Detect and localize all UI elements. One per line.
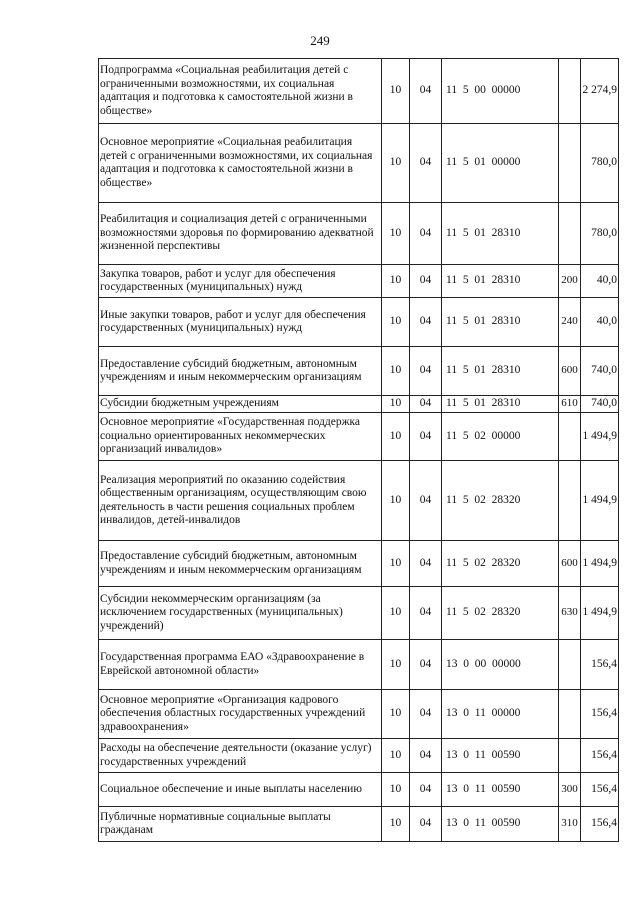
- row-expense-type: 600: [559, 347, 581, 396]
- row-amount: 156,4: [581, 690, 619, 739]
- row-subsection: 04: [410, 773, 442, 807]
- row-name: Предоставление субсидий бюджетным, автономным учреждениям и иным некоммерческим организациям: [99, 347, 382, 396]
- row-amount: 1 494,9: [581, 461, 619, 541]
- row-target-article: 11 5 02 28320: [442, 461, 559, 541]
- row-amount: 156,4: [581, 773, 619, 807]
- row-expense-type: 310: [559, 807, 581, 842]
- row-section: 10: [382, 347, 410, 396]
- row-expense-type: [559, 690, 581, 739]
- row-amount: 780,0: [581, 124, 619, 203]
- row-amount: 740,0: [581, 347, 619, 396]
- table-row: [99, 347, 619, 396]
- row-subsection: 04: [410, 124, 442, 203]
- row-subsection: 04: [410, 541, 442, 587]
- table-row: [99, 59, 619, 124]
- row-target-article: 11 5 00 00000: [442, 59, 559, 124]
- row-section: 10: [382, 690, 410, 739]
- row-section: 10: [382, 739, 410, 773]
- row-amount: 156,4: [581, 739, 619, 773]
- row-subsection: 04: [410, 298, 442, 347]
- row-target-article: 11 5 01 28310: [442, 347, 559, 396]
- row-expense-type: 240: [559, 298, 581, 347]
- row-amount: 1 494,9: [581, 587, 619, 640]
- row-target-article: 11 5 02 28320: [442, 587, 559, 640]
- row-expense-type: 300: [559, 773, 581, 807]
- row-name: Закупка товаров, работ и услуг для обеспечения государственных (муниципальных) нужд: [99, 265, 382, 298]
- row-name: Реализация мероприятий по оказанию содействия общественным организациям, осуществляющим свою деятельность в части решения социальных проблем инвалидов, детей-инвалидов: [99, 461, 382, 541]
- row-name: Основное мероприятие «Социальная реабилитация детей с ограниченными возможностями, их социальная адаптация и подготовка к самостоятельной жизни в обществе»: [99, 124, 382, 203]
- row-expense-type: [559, 124, 581, 203]
- row-section: 10: [382, 773, 410, 807]
- row-section: 10: [382, 59, 410, 124]
- row-subsection: 04: [410, 690, 442, 739]
- page-number: 249: [310, 33, 330, 48]
- row-expense-type: 600: [559, 541, 581, 587]
- row-name: Иные закупки товаров, работ и услуг для обеспечения государственных (муниципальных) нужд: [99, 298, 382, 347]
- table-row: [99, 690, 619, 739]
- row-expense-type: [559, 59, 581, 124]
- row-subsection: 04: [410, 413, 442, 461]
- row-target-article: 11 5 01 00000: [442, 124, 559, 203]
- row-section: 10: [382, 203, 410, 265]
- row-name: Основное мероприятие «Организация кадрового обеспечения областных государственных учреждений здравоохранения»: [99, 690, 382, 739]
- row-amount: 40,0: [581, 265, 619, 298]
- row-subsection: 04: [410, 807, 442, 842]
- row-name: Публичные нормативные социальные выплаты гражданам: [99, 807, 382, 842]
- table-row: [99, 461, 619, 541]
- row-section: 10: [382, 265, 410, 298]
- row-amount: 1 494,9: [581, 541, 619, 587]
- row-section: 10: [382, 396, 410, 413]
- row-expense-type: [559, 413, 581, 461]
- table-row: [99, 124, 619, 203]
- row-expense-type: [559, 640, 581, 690]
- row-target-article: 13 0 11 00590: [442, 807, 559, 842]
- table-row: [99, 587, 619, 640]
- row-amount: 156,4: [581, 807, 619, 842]
- table-row: [99, 739, 619, 773]
- row-target-article: 11 5 02 28320: [442, 541, 559, 587]
- row-subsection: 04: [410, 396, 442, 413]
- row-subsection: 04: [410, 59, 442, 124]
- table-row: [99, 413, 619, 461]
- row-subsection: 04: [410, 461, 442, 541]
- row-name: Субсидии бюджетным учреждениям: [99, 396, 382, 413]
- row-target-article: 11 5 01 28310: [442, 203, 559, 265]
- row-name: Субсидии некоммерческим организациям (за исключением государственных (муниципальных) учреждений): [99, 587, 382, 640]
- row-name: Расходы на обеспечение деятельности (оказание услуг) государственных учреждений: [99, 739, 382, 773]
- row-subsection: 04: [410, 640, 442, 690]
- row-section: 10: [382, 461, 410, 541]
- row-name: Реабилитация и социализация детей с ограниченными возможностями здоровья по формированию адекватной жизненной перспективы: [99, 203, 382, 265]
- row-expense-type: [559, 203, 581, 265]
- table-row: [99, 640, 619, 690]
- row-name: Социальное обеспечение и иные выплаты населению: [99, 773, 382, 807]
- row-target-article: 13 0 11 00590: [442, 773, 559, 807]
- row-amount: 40,0: [581, 298, 619, 347]
- row-section: 10: [382, 640, 410, 690]
- row-expense-type: 610: [559, 396, 581, 413]
- table-row: [99, 203, 619, 265]
- row-subsection: 04: [410, 739, 442, 773]
- row-name: Предоставление субсидий бюджетным, автономным учреждениям и иным некоммерческим организациям: [99, 541, 382, 587]
- row-amount: 2 274,9: [581, 59, 619, 124]
- table-row: [99, 265, 619, 298]
- row-subsection: 04: [410, 587, 442, 640]
- row-expense-type: [559, 461, 581, 541]
- budget-table: [98, 58, 619, 842]
- row-expense-type: [559, 739, 581, 773]
- row-name: Подпрограмма «Социальная реабилитация детей с ограниченными возможностями, их социальная адаптация и подготовка к самостоятельной жизни в обществе»: [99, 59, 382, 124]
- row-subsection: 04: [410, 265, 442, 298]
- row-expense-type: 630: [559, 587, 581, 640]
- table-row: [99, 807, 619, 842]
- row-section: 10: [382, 541, 410, 587]
- row-section: 10: [382, 587, 410, 640]
- row-target-article: 11 5 02 00000: [442, 413, 559, 461]
- row-subsection: 04: [410, 347, 442, 396]
- table-row: [99, 396, 619, 413]
- row-amount: 740,0: [581, 396, 619, 413]
- row-target-article: 11 5 01 28310: [442, 265, 559, 298]
- row-target-article: 13 0 11 00000: [442, 690, 559, 739]
- row-name: Государственная программа ЕАО «Здравоохранение в Еврейской автономной области»: [99, 640, 382, 690]
- row-target-article: 11 5 01 28310: [442, 298, 559, 347]
- table-row: [99, 298, 619, 347]
- row-expense-type: 200: [559, 265, 581, 298]
- row-target-article: 13 0 11 00590: [442, 739, 559, 773]
- row-section: 10: [382, 124, 410, 203]
- row-section: 10: [382, 413, 410, 461]
- row-section: 10: [382, 298, 410, 347]
- row-amount: 156,4: [581, 640, 619, 690]
- row-target-article: 11 5 01 28310: [442, 396, 559, 413]
- row-name: Основное мероприятие «Государственная поддержка социально ориентированных некоммерческих организаций инвалидов»: [99, 413, 382, 461]
- table-row: [99, 541, 619, 587]
- table-row: [99, 773, 619, 807]
- row-amount: 780,0: [581, 203, 619, 265]
- row-subsection: 04: [410, 203, 442, 265]
- row-amount: 1 494,9: [581, 413, 619, 461]
- row-section: 10: [382, 807, 410, 842]
- row-target-article: 13 0 00 00000: [442, 640, 559, 690]
